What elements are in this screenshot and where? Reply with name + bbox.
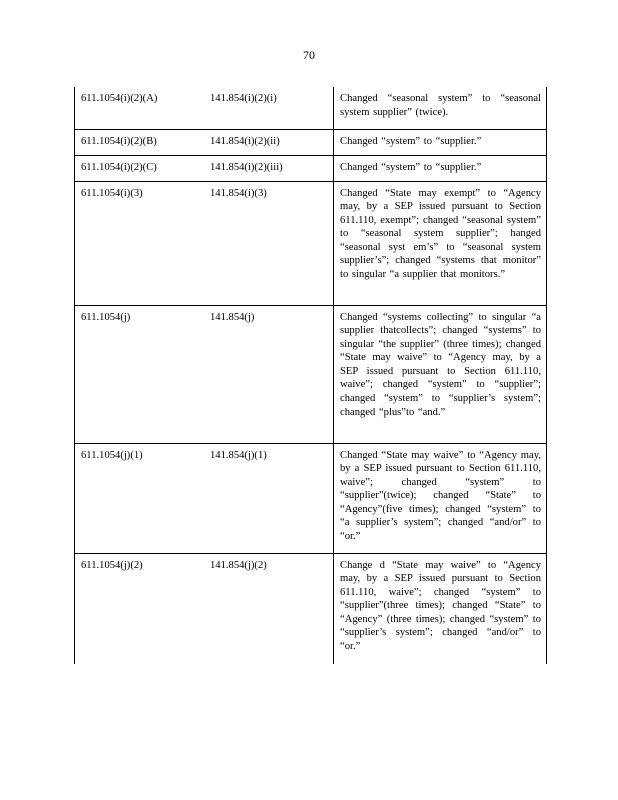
old-section-cell: 611.1054(j) (75, 305, 205, 443)
old-section-cell: 611.1054(j)(2) (75, 553, 205, 664)
old-section-cell: 611.1054(i)(2)(C) (75, 155, 205, 181)
change-description-cell: Changed “system” to “supplier.” (334, 155, 547, 181)
change-description-cell: Changed “system” to “supplier.” (334, 129, 547, 155)
table-row (75, 443, 547, 553)
new-section-cell: 141.854(i)(2)(iii) (204, 155, 334, 181)
table-row (75, 87, 547, 129)
page-number: 70 (303, 48, 315, 62)
table-row (75, 129, 547, 155)
change-description-cell: Change d “State may waive” to “Agency may, by a SEP issued pursuant to Section 611.110, waive”; changed “system” to “supplier”(three times); changed “State” to “Agency” (three times); changed “system” to “supplier’s system”; changed “and/or” to “or.” (334, 553, 547, 664)
change-description-cell: Changed “seasonal system” to “seasonal system supplier” (twice). (334, 87, 547, 129)
new-section-cell: 141.854(i)(2)(i) (204, 87, 334, 129)
cross-reference-table (74, 87, 547, 664)
table-row (75, 305, 547, 443)
table-row (75, 553, 547, 664)
old-section-cell: 611.1054(i)(2)(B) (75, 129, 205, 155)
new-section-cell: 141.854(i)(2)(ii) (204, 129, 334, 155)
table-row (75, 181, 547, 305)
old-section-cell: 611.1054(i)(3) (75, 181, 205, 305)
new-section-cell: 141.854(j) (204, 305, 334, 443)
new-section-cell: 141.854(j)(1) (204, 443, 334, 553)
new-section-cell: 141.854(i)(3) (204, 181, 334, 305)
old-section-cell: 611.1054(i)(2)(A) (75, 87, 205, 129)
old-section-cell: 611.1054(j)(1) (75, 443, 205, 553)
change-description-cell: Changed “State may waive” to “Agency may, by a SEP issued pursuant to Section 611.110, waive”; changed “system” to “supplier”(twice); changed “State” to “Agency”(five times); changed “system” to “a supplier’s system”; changed “and/or” to “or.” (334, 443, 547, 553)
change-description-cell: Changed “State may exempt” to “Agency may, by a SEP issued pursuant to Section 611.110, exempt”; changed “seasonal system” to “seasonal system supplier”; hanged “seasonal syst em’s” to “seasonal system supplier’s”; changed “systems that monitor” to singular “a supplier that monitors.” (334, 181, 547, 305)
table-row (75, 155, 547, 181)
new-section-cell: 141.854(j)(2) (204, 553, 334, 664)
change-description-cell: Changed “systems collecting” to singular “a supplier thatcollects”; changed “systems” to singular “the supplier” (three times); changed “State may waive” to “Agency may, by a SEP issued pursuant to Section 611.110, waive”; changed “system” to “supplier”; changed “system” to “supplier’s system”; changed “plus”to “and.” (334, 305, 547, 443)
